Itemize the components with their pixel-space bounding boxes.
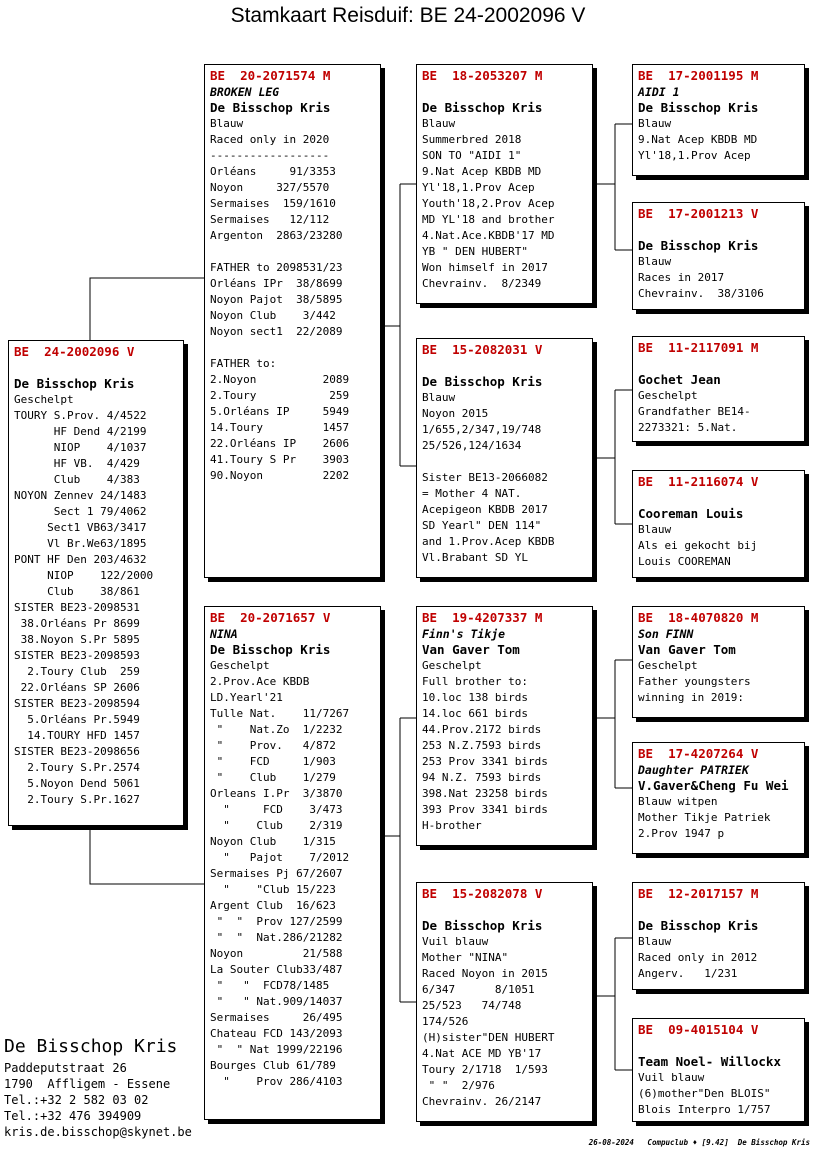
info-line: " Prov 286/4103	[210, 1075, 343, 1088]
pigeon-card	[632, 882, 805, 990]
info-line: " Nat.Zo 1/2232	[210, 723, 343, 736]
info-line: LD.Yearl'21	[210, 691, 283, 704]
owner-mobile: Tel.:+32 476 394909	[4, 1109, 142, 1123]
info-line: 22.Orléans IP 2606	[210, 437, 350, 450]
pigeon-card	[8, 340, 184, 826]
owner-phone: Tel.:+32 2 582 03 02	[4, 1093, 149, 1107]
connector-subject-dam	[90, 826, 204, 884]
info-line: Club 38/861	[14, 585, 140, 598]
breeder-name: De Bisschop Kris	[210, 642, 331, 657]
info-line: 2.Noyon 2089	[210, 373, 350, 386]
footer-credit: 26-08-2024 Compuclub ♦ [9.42] De Bisschop Kris	[588, 1138, 810, 1147]
info-line: HF Dend 4/2199	[14, 425, 147, 438]
info-line: Vuil blauw	[422, 935, 489, 948]
info-line: (6)mother"Den BLOIS"	[638, 1087, 771, 1100]
info-line: Blauw	[638, 935, 672, 948]
info-line: Vuil blauw	[638, 1071, 705, 1084]
info-line: Blauw	[638, 523, 672, 536]
info-line	[210, 244, 375, 260]
info-line: Orléans 91/3353	[210, 165, 336, 178]
info-line: 22.Orléans SP 2606	[14, 681, 140, 694]
ring-number: BE 09-4015104 V	[638, 1022, 759, 1037]
info-line: Vl Br.We63/1895	[14, 537, 147, 550]
pigeon-nickname: AIDI 1	[638, 85, 680, 99]
pigeon-nickname: Finn's Tikje	[422, 627, 506, 641]
info-line: Toury 2/1718 1/593	[422, 1063, 548, 1076]
info-line: Youth'18,2.Prov Acep	[422, 197, 555, 210]
info-line: ------------------	[210, 149, 330, 162]
info-line: 41.Toury S Pr 3903	[210, 453, 350, 466]
info-line: Grandfather BE14-	[638, 405, 751, 418]
info-line: Chevrainv. 26/2147	[422, 1095, 542, 1108]
info-line: Orléans IPr 38/8699	[210, 277, 343, 290]
info-line	[422, 358, 587, 374]
info-line: Geschelpt	[638, 659, 698, 672]
info-line: TOURY S.Prov. 4/4522	[14, 409, 147, 422]
info-line: Noyon 21/588	[210, 947, 343, 960]
info-line: 4.Nat ACE MD YB'17	[422, 1047, 542, 1060]
info-line: 5.Orléans IP 5949	[210, 405, 350, 418]
info-line: Chevrainv. 38/3106	[638, 287, 764, 300]
info-line: 5.Noyon Dend 5061	[14, 777, 140, 790]
info-line: MD YL'18 and brother	[422, 213, 555, 226]
breeder-name: Van Gaver Tom	[638, 642, 736, 657]
info-line: " " Nat.909/14037	[210, 995, 343, 1008]
info-line: 253 Prov 3341 birds	[422, 755, 548, 768]
info-line: = Mother 4 NAT.	[422, 487, 522, 500]
info-line: Noyon sect1 22/2089	[210, 325, 343, 338]
info-line: PONT HF Den 203/4632	[14, 553, 147, 566]
info-line	[638, 222, 799, 238]
info-line: 5.Orléans Pr.5949	[14, 713, 140, 726]
info-line: " Pajot 7/2012	[210, 851, 350, 864]
info-line	[210, 340, 375, 356]
info-line	[638, 902, 799, 918]
pigeon-card	[416, 606, 593, 846]
info-line: Noyon Club 3/442	[210, 309, 336, 322]
info-line	[638, 490, 799, 506]
info-line: 253 N.Z.7593 birds	[422, 739, 542, 752]
ring-number: BE 12-2017157 M	[638, 886, 759, 901]
info-line: 14.TOURY HFD 1457	[14, 729, 140, 742]
breeder-name: De Bisschop Kris	[422, 918, 543, 933]
info-line: H-brother	[422, 819, 482, 832]
info-line: Louis COOREMAN	[638, 555, 731, 568]
info-line: SISTER BE23-2098594	[14, 697, 140, 710]
ring-number: BE 15-2082078 V	[422, 886, 543, 901]
info-line: Races in 2017	[638, 271, 725, 284]
info-line: Raced Noyon in 2015	[422, 967, 548, 980]
breeder-name: V.Gaver&Cheng Fu Wei	[638, 778, 789, 793]
info-line: SISTER BE23-2098531	[14, 601, 140, 614]
info-line: Angerv. 1/231	[638, 967, 738, 980]
info-line: 10.loc 138 birds	[422, 691, 528, 704]
info-line: (H)sister"DEN HUBERT	[422, 1031, 555, 1044]
pigeon-card	[204, 64, 381, 578]
breeder-name: De Bisschop Kris	[638, 238, 759, 253]
info-line: Blauw	[638, 117, 672, 130]
pigeon-card	[632, 64, 805, 176]
info-line: 174/526	[422, 1015, 469, 1028]
info-line: HF VB. 4/429	[14, 457, 140, 470]
info-line: Sermaises Pj 67/2607	[210, 867, 343, 880]
info-line: YB " DEN HUBERT"	[422, 245, 528, 258]
info-line: NIOP 4/1037	[14, 441, 147, 454]
ring-number: BE 11-2116074 V	[638, 474, 759, 489]
info-line: " " FCD78/1485	[210, 979, 330, 992]
info-line: Noyon 327/5570	[210, 181, 330, 194]
info-line: SISTER BE23-2098593	[14, 649, 140, 662]
info-line: 2.Toury S.Pr.2574	[14, 761, 140, 774]
info-line: 38.Noyon S.Pr 5895	[14, 633, 140, 646]
info-line: Blauw	[422, 391, 456, 404]
info-line: Yl'18,1.Prov Acep	[422, 181, 535, 194]
info-line: 44.Prov.2172 birds	[422, 723, 542, 736]
info-line: Geschelpt	[422, 659, 482, 672]
owner-info	[4, 1034, 192, 1140]
info-line	[422, 84, 587, 100]
info-line: Vl.Brabant SD YL	[422, 551, 528, 564]
info-line: La Souter Club33/487	[210, 963, 343, 976]
info-line: Tulle Nat. 11/7267	[210, 707, 350, 720]
breeder-name: De Bisschop Kris	[210, 100, 331, 115]
info-line: winning in 2019:	[638, 691, 744, 704]
connector-dam-parents	[381, 718, 417, 1002]
pigeon-card	[204, 606, 381, 1120]
pigeon-card	[416, 882, 593, 1122]
breeder-name: Cooreman Louis	[638, 506, 744, 521]
info-line	[638, 1038, 799, 1054]
info-line: Noyon Club 1/315	[210, 835, 336, 848]
pigeon-card	[632, 606, 805, 718]
info-line: Blauw	[210, 117, 244, 130]
pigeon-nickname: NINA	[210, 627, 238, 641]
info-line: 25/526,124/1634	[422, 439, 522, 452]
ring-number: BE 19-4207337 M	[422, 610, 543, 625]
info-line: Sermaises 12/112	[210, 213, 330, 226]
info-line: 9.Nat Acep KBDB MD	[638, 133, 758, 146]
breeder-name: Team Noel- Willockx	[638, 1054, 781, 1069]
connector-subject-sire	[90, 278, 204, 340]
breeder-name: Gochet Jean	[638, 372, 721, 387]
ring-number: BE 18-4070820 M	[638, 610, 759, 625]
info-line: Chevrainv. 8/2349	[422, 277, 542, 290]
pigeon-card	[416, 338, 593, 578]
info-line: " Club 1/279	[210, 771, 336, 784]
info-line: Blauw witpen	[638, 795, 718, 808]
info-line: Argent Club 16/623	[210, 899, 336, 912]
ring-number: BE 17-2001195 M	[638, 68, 759, 83]
info-line: Sermaises 159/1610	[210, 197, 336, 210]
info-line: " "Club 15/223	[210, 883, 336, 896]
pigeon-card	[632, 1018, 805, 1122]
info-line: " " Nat 1999/22196	[210, 1043, 343, 1056]
info-line: 2.Prov 1947 p	[638, 827, 725, 840]
info-line: NIOP 122/2000	[14, 569, 154, 582]
info-line: Geschelpt	[14, 393, 74, 406]
info-line: Mother Tikje Patriek	[638, 811, 771, 824]
info-line: 2.Prov.Ace KBDB	[210, 675, 310, 688]
info-line: Full brother to:	[422, 675, 528, 688]
pigeon-nickname: Son FINN	[638, 627, 694, 641]
info-line: Argenton 2863/23280	[210, 229, 343, 242]
pigeon-card	[416, 64, 593, 304]
ring-number: BE 20-2071657 V	[210, 610, 331, 625]
page-title: Stamkaart Reisduif: BE 24-2002096 V	[230, 4, 586, 27]
breeder-name: De Bisschop Kris	[638, 918, 759, 933]
info-line: Chateau FCD 143/2093	[210, 1027, 343, 1040]
info-line: " " 2/976	[422, 1079, 495, 1092]
ring-number: BE 15-2082031 V	[422, 342, 543, 357]
info-line: FATHER to:	[210, 357, 277, 370]
info-line: 25/523 74/748	[422, 999, 522, 1012]
connector-g3c	[593, 660, 632, 788]
info-line: 2.Toury Club 259	[14, 665, 140, 678]
info-line: " FCD 3/473	[210, 803, 343, 816]
connector-g3a	[593, 124, 632, 250]
breeder-name: De Bisschop Kris	[422, 100, 543, 115]
info-line: " Prov. 4/872	[210, 739, 336, 752]
owner-name: De Bisschop Kris	[4, 1036, 178, 1057]
info-line: 2273321: 5.Nat.	[638, 421, 738, 434]
ring-number: BE 11-2117091 M	[638, 340, 759, 355]
info-line: 393 Prov 3341 birds	[422, 803, 548, 816]
info-line	[638, 356, 799, 372]
info-line: Blois Interpro 1/757	[638, 1103, 771, 1116]
pigeon-card	[632, 336, 805, 442]
ring-number: BE 24-2002096 V	[14, 344, 135, 359]
info-line: 1/655,2/347,19/748	[422, 423, 542, 436]
info-line: " " Nat.286/21282	[210, 931, 343, 944]
owner-city: 1790 Affligem - Essene	[4, 1077, 171, 1091]
ring-number: BE 17-4207264 V	[638, 746, 759, 761]
info-line: Yl'18,1.Prov Acep	[638, 149, 751, 162]
info-line: Sister BE13-2066082	[422, 471, 548, 484]
info-line: Bourges Club 61/789	[210, 1059, 336, 1072]
info-line: Mother "NINA"	[422, 951, 509, 964]
owner-address: Paddeputstraat 26	[4, 1061, 127, 1075]
connector-sire-parents	[381, 184, 417, 466]
info-line: Sect 1 79/4062	[14, 505, 147, 518]
breeder-name: De Bisschop Kris	[14, 376, 135, 391]
info-line: Als ei gekocht bij	[638, 539, 758, 552]
pigeon-nickname: BROKEN LEG	[210, 85, 280, 99]
info-line: " FCD 1/903	[210, 755, 336, 768]
info-line	[422, 454, 587, 470]
info-line: 14.Toury 1457	[210, 421, 350, 434]
info-line: Raced only in 2020	[210, 133, 330, 146]
breeder-name: De Bisschop Kris	[422, 374, 543, 389]
info-line	[422, 902, 587, 918]
info-line: 14.loc 661 birds	[422, 707, 528, 720]
pigeon-nickname: Daughter PATRIEK	[638, 763, 749, 777]
info-line: " " Prov 127/2599	[210, 915, 343, 928]
info-line: Geschelpt	[638, 389, 698, 402]
info-line: 2.Toury S.Pr.1627	[14, 793, 140, 806]
ring-number: BE 18-2053207 M	[422, 68, 543, 83]
info-line: Blauw	[638, 255, 672, 268]
info-line: 4.Nat.Ace.KBDB'17 MD	[422, 229, 555, 242]
info-line: SISTER BE23-2098656	[14, 745, 140, 758]
ring-number: BE 20-2071574 M	[210, 68, 331, 83]
info-line: Noyon 2015	[422, 407, 489, 420]
info-line: Geschelpt	[210, 659, 270, 672]
owner-email: kris.de.bisschop@skynet.be	[4, 1125, 192, 1139]
pigeon-card	[632, 470, 805, 578]
info-line: Blauw	[422, 117, 456, 130]
info-line: Summerbred 2018	[422, 133, 522, 146]
info-line	[14, 360, 178, 376]
info-line: 38.Orléans Pr 8699	[14, 617, 140, 630]
info-line: 398.Nat 23258 birds	[422, 787, 548, 800]
info-line: FATHER to 2098531/23	[210, 261, 343, 274]
info-line: Orleans I.Pr 3/3870	[210, 787, 343, 800]
info-line: Won himself in 2017	[422, 261, 548, 274]
info-line: " Club 2/319	[210, 819, 343, 832]
connector-g3d	[593, 938, 632, 1070]
info-line: Raced only in 2012	[638, 951, 758, 964]
info-line: 94 N.Z. 7593 birds	[422, 771, 542, 784]
info-line: Sect1 VB63/3417	[14, 521, 147, 534]
pigeon-card	[632, 202, 805, 310]
info-line: SON TO "AIDI 1"	[422, 149, 522, 162]
info-line: 9.Nat Acep KBDB MD	[422, 165, 542, 178]
info-line: 6/347 8/1051	[422, 983, 535, 996]
info-line: Sermaises 26/495	[210, 1011, 343, 1024]
info-line: Noyon Pajot 38/5895	[210, 293, 343, 306]
breeder-name: De Bisschop Kris	[638, 100, 759, 115]
breeder-name: Van Gaver Tom	[422, 642, 520, 657]
info-line: NOYON Zennev 24/1483	[14, 489, 147, 502]
connector-g3b	[593, 390, 632, 524]
info-line: and 1.Prov.Acep KBDB	[422, 535, 555, 548]
info-line: 2.Toury 259	[210, 389, 350, 402]
ring-number: BE 17-2001213 V	[638, 206, 759, 221]
pigeon-card	[632, 742, 805, 854]
info-line: Club 4/383	[14, 473, 140, 486]
info-line: Father youngsters	[638, 675, 751, 688]
info-line: SD Yearl" DEN 114"	[422, 519, 542, 532]
info-line: Acepigeon KBDB 2017	[422, 503, 548, 516]
info-line: 90.Noyon 2202	[210, 469, 350, 482]
